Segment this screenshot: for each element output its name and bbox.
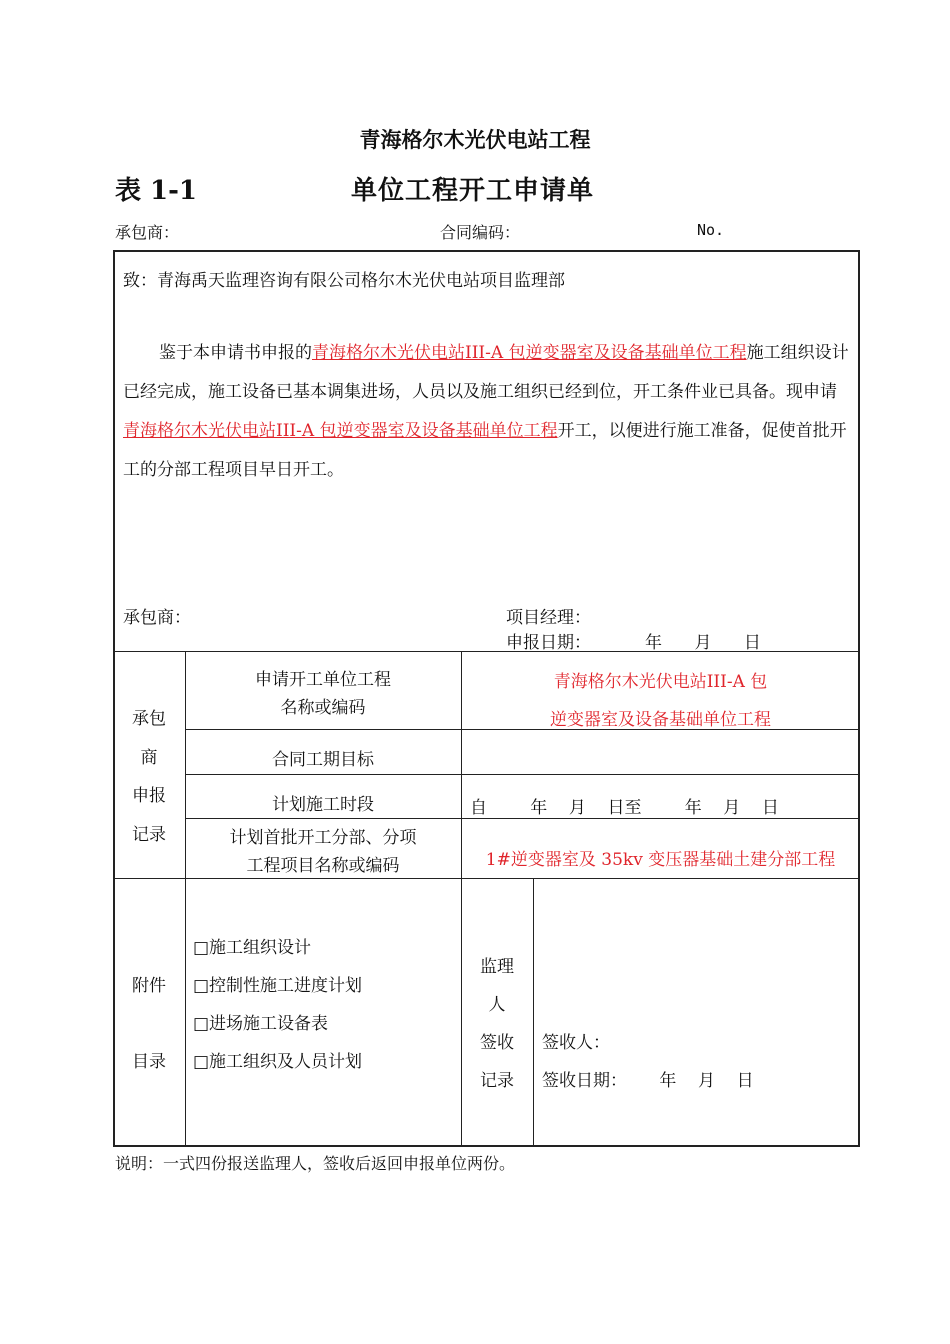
unit-project-name-value: 青海格尔木光伏电站III-A 包 <box>553 672 768 692</box>
footer-note: 说明：一式四份报送监理人，签收后返回申报单位两份。 <box>115 1154 516 1173</box>
planned-period-label: 计划施工时段 <box>272 795 374 815</box>
contract-period-label: 合同工期目标 <box>272 750 374 770</box>
supervisor-side-label-4: 记录 <box>480 1071 514 1091</box>
application-paragraph <box>123 334 853 490</box>
unit-project-name-label: 申请开工单位工程 <box>255 670 391 690</box>
receiver-label: 签收人： <box>542 1033 610 1053</box>
project-name-highlight: 青海格尔木光伏电站III-A 包逆变器室及设备基础单位工程 <box>312 343 747 363</box>
record-side-label-1: 承包 <box>132 709 166 729</box>
unit-project-code-label: 名称或编码 <box>280 698 366 718</box>
contractor-label: 承包商： <box>115 223 180 242</box>
supervisor-side-label-2: 人 <box>488 995 506 1015</box>
receive-date-line: 签收日期： 年 月 日 <box>542 1071 754 1091</box>
form-number: 表 1-1 <box>115 176 198 206</box>
form-title: 单位工程开工申请单 <box>351 176 595 206</box>
attachment-checkbox-item[interactable]: □进场施工设备表 <box>193 1014 329 1034</box>
unit-project-name-value: 逆变器室及设备基础单位工程 <box>550 710 771 730</box>
contract-code-label: 合同编码： <box>440 223 521 242</box>
attachment-checkbox-item[interactable]: □施工组织设计 <box>193 938 312 958</box>
supervisor-side-label-1: 监理 <box>480 957 514 977</box>
attachment-side-label-1: 附件 <box>132 976 166 996</box>
addressee-line: 致：青海禹天监理咨询有限公司格尔木光伏电站项目监理部 <box>123 271 565 291</box>
attachment-checkbox-item[interactable]: □控制性施工进度计划 <box>193 976 363 996</box>
first-batch-label: 计划首批开工分部、分项 <box>229 828 417 848</box>
first-batch-value: 1#逆变器室及 35kv 变压器基础土建分部工程 <box>485 850 836 870</box>
signature-project-manager-label: 项目经理： <box>506 608 591 628</box>
divider-line <box>185 651 186 1147</box>
attachment-checkbox-item[interactable]: □施工组织及人员计划 <box>193 1052 363 1072</box>
divider-line <box>533 878 534 1147</box>
attachment-side-label-2: 目录 <box>132 1052 166 1072</box>
record-side-label-3: 申报 <box>132 786 166 806</box>
project-title: 青海格尔木光伏电站工程 <box>359 127 591 152</box>
record-side-label-2: 商 <box>140 748 158 768</box>
application-date-line: 申报日期： 年 月 日 <box>506 633 761 653</box>
divider-line <box>185 774 860 775</box>
supervisor-side-label-3: 签收 <box>480 1033 514 1053</box>
planned-period-value: 自 年 月 日至 年 月 日 <box>470 798 779 818</box>
paragraph-text: 开工，以便进行施工准备，促使首批开工的分部工程项目早日开工。 <box>123 421 847 480</box>
project-name-highlight: 青海格尔木光伏电站III-A 包逆变器室及设备基础单位工程 <box>123 421 558 441</box>
paragraph-text: 施工组织设计已经完成，施工设备已基本调集进场，人员以及施工组织已经到位，开工条件业已具备。现申请 <box>123 343 849 402</box>
signature-contractor-label: 承包商： <box>123 608 191 628</box>
paragraph-text: 鉴于本申请书申报的 <box>159 343 312 363</box>
number-label: No. <box>697 221 725 239</box>
first-batch-code-label: 工程项目名称或编码 <box>246 856 400 876</box>
record-side-label-4: 记录 <box>132 825 166 845</box>
